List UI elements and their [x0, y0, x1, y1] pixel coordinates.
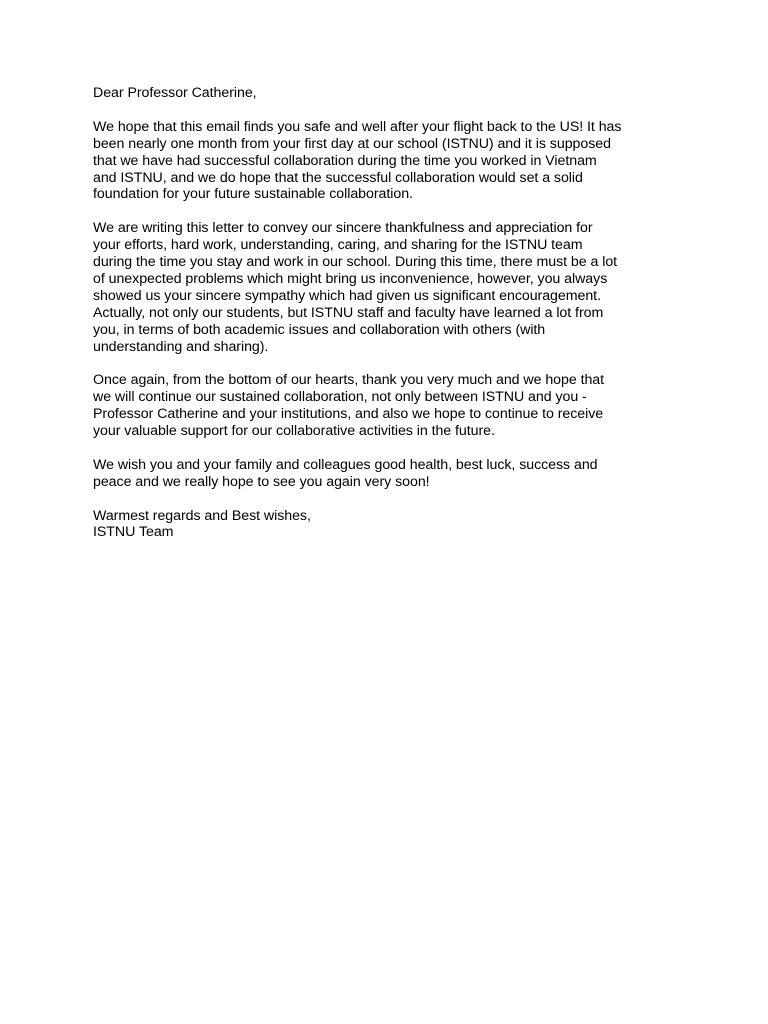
- closing: [93, 508, 693, 542]
- signature: ISTNU Team: [93, 524, 174, 541]
- paragraph-1-line: and ISTNU, and we do hope that the successful collaboration would set a solid: [93, 169, 583, 186]
- paragraph-1-line: that we have had successful collaboration during the time you worked in Vietnam: [93, 152, 597, 169]
- paragraph-2-line: your efforts, hard work, understanding, caring, and sharing for the ISTNU team: [93, 237, 583, 254]
- paragraph-2: [93, 220, 693, 355]
- paragraph-4-line: We wish you and your family and colleagues good health, best luck, success and: [93, 456, 598, 473]
- paragraph-4-line: peace and we really hope to see you again very soon!: [93, 473, 430, 490]
- letter-body: [93, 85, 693, 558]
- paragraph-1-line: been nearly one month from your first day at our school (ISTNU) and it is supposed: [93, 135, 611, 152]
- paragraph-2-line: you, in terms of both academic issues and collaboration with others (with: [93, 321, 546, 338]
- paragraph-3: [93, 372, 693, 440]
- greeting: [93, 85, 693, 102]
- paragraph-1: [93, 119, 693, 204]
- greeting-line: Dear Professor Catherine,: [93, 85, 257, 101]
- paragraph-2-line: understanding and sharing).: [93, 338, 269, 355]
- paragraph-2-line: of unexpected problems which might bring us inconvenience, however, you always: [93, 270, 608, 287]
- paragraph-3-line: your valuable support for our collaborative activities in the future.: [93, 423, 495, 440]
- paragraph-4: [93, 457, 693, 491]
- paragraph-3-line: Once again, from the bottom of our hearts, thank you very much and we hope that: [93, 372, 605, 389]
- paragraph-2-line: We are writing this letter to convey our sincere thankfulness and appreciation for: [93, 220, 593, 237]
- paragraph-2-line: Actually, not only our students, but ISTNU staff and faculty have learned a lot from: [93, 304, 604, 321]
- paragraph-3-line: Professor Catherine and your institutions, and also we hope to continue to receive: [93, 406, 604, 423]
- paragraph-2-line: showed us your sincere sympathy which had given us significant encouragement.: [93, 287, 601, 304]
- paragraph-1-line: foundation for your future sustainable collaboration.: [93, 186, 413, 203]
- paragraph-3-line: we will continue our sustained collaboration, not only between ISTNU and you -: [93, 389, 587, 406]
- paragraph-1-line: We hope that this email finds you safe and well after your flight back to the US! It has: [93, 118, 622, 135]
- signoff: Warmest regards and Best wishes,: [93, 507, 311, 524]
- paragraph-2-line: during the time you stay and work in our school. During this time, there must be a lot: [93, 254, 618, 271]
